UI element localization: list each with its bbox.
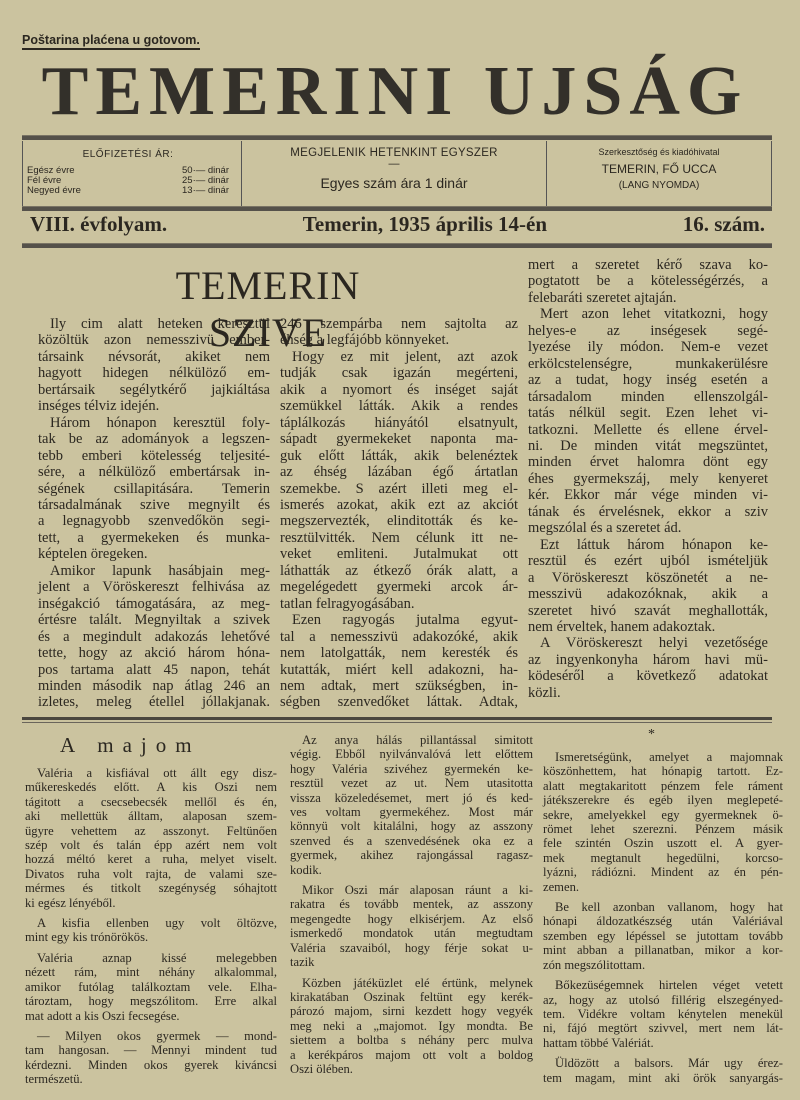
- text-line: bertársaik segélytkérő jajkiáltása: [38, 381, 270, 398]
- text-line: pogtatott be a kötelességérzés, a: [528, 273, 768, 290]
- story-title: A majom: [60, 733, 201, 757]
- dateline: [30, 212, 765, 237]
- office-label: Szerkesztőség és kiadóhivatal: [598, 147, 720, 157]
- text-line: tem magam, mint aki örök sanyargás-: [543, 1070, 783, 1085]
- text-line: tudják csak igazán megérteni,: [280, 365, 518, 382]
- single-price: Egyes szám ára 1 dinár: [320, 175, 468, 191]
- text-line: közöltük azon nemesszivü ember-: [38, 332, 270, 349]
- text-line: mint egy kis trónörökös.: [25, 930, 149, 945]
- text-line: 246 szempárba nem sajtolta az: [280, 316, 518, 332]
- text-line: képtelen öregeken.: [38, 546, 148, 563]
- text-line: nem érveltek, hanem adakoztak.: [528, 618, 716, 635]
- text-line: szép volt és talán épp azért nem volt: [25, 838, 277, 853]
- text-line: tak be az adományok a legszen-: [38, 431, 270, 448]
- text-line: kutatták, miért kell adakozni, ha-: [280, 661, 518, 678]
- text-line: hozzá méltó keret a ruha, melyet viselt.: [25, 852, 277, 867]
- text-line: hónapi áldozatkészség után Valériával: [543, 914, 783, 929]
- text-line: mérmes és titkolt szegénység sóhajtott: [25, 881, 277, 896]
- text-line: mert a szeretet kérő szava ko-: [528, 257, 768, 273]
- text-line: megelégedett gyermeki arcok ár-: [280, 579, 518, 596]
- text-line: felebaráti szeretet ajtaján.: [528, 289, 677, 306]
- text-line: természetü.: [25, 1072, 83, 1087]
- text-line: mint abban a pillanatban, mikor a kor-: [543, 943, 783, 958]
- text-line: izletes, meleg étellel jóllakjanak.: [38, 694, 270, 711]
- text-line: tem. Vidékre voltam kénytelen menekül: [543, 1006, 783, 1021]
- separator-asterisk: *: [648, 727, 655, 742]
- price-label: Egész évre: [27, 165, 75, 176]
- text-line: siettem a boltba s néhány perc mulva: [290, 1033, 533, 1048]
- text-line: társadalmának szive megnyilt és: [38, 496, 270, 513]
- text-line: Valéria aznap kissé melegebben: [37, 950, 277, 965]
- publication-info: [241, 141, 546, 207]
- text-line: minden érvet halomra dönt egy: [528, 454, 768, 471]
- text-line: szemekbe. S azért illeti meg el-: [280, 480, 518, 497]
- text-line: az éhség lázában égő ártatlan: [280, 464, 518, 481]
- text-line: zemen.: [543, 879, 580, 894]
- text-line: pározó majom, sirni kezdett hogy vegyék: [290, 1004, 533, 1019]
- text-line: táplálkozás hiányától elsatnyult,: [280, 414, 518, 431]
- text-line: az, hogy az utolsó fillérig elszegényed-: [543, 992, 783, 1007]
- text-line: Három hónapon keresztül foly-: [50, 414, 270, 431]
- text-line: Bőkezüségemnek hirtelen véget vetett: [555, 978, 783, 993]
- story-column: [543, 750, 783, 1085]
- text-line: Mikor Oszi már alaposan ráunt a ki-: [302, 883, 533, 898]
- text-line: szemükkel látták. Akik a rendes: [280, 398, 518, 415]
- text-line: ismerés azokat, akik ezt az akciót: [280, 496, 518, 513]
- text-line: helyes-e az inségesek segé-: [528, 322, 768, 339]
- text-line: hattam többé Valériát.: [543, 1035, 654, 1050]
- text-line: tette, hogy az akció három hóna-: [38, 645, 270, 662]
- text-line: Mert azon lehet vitatkozni, hogy: [540, 306, 768, 323]
- text-line: megengedte hogy elkisérjem. Az első: [290, 911, 533, 926]
- text-line: műkereskedés előtt. A kis Oszi nem: [25, 780, 277, 795]
- office-address: TEMERIN, FŐ UCCA: [601, 162, 717, 176]
- text-line: Közben játéküzlet elé értünk, melynek: [302, 975, 533, 990]
- text-line: resztül vezet az ut. Nem utasitotta: [290, 776, 533, 791]
- text-line: kér. Ekkor már vége minden vi-: [528, 487, 768, 504]
- text-line: A Vöröskereszt helyi vezetősége: [540, 635, 768, 652]
- text-line: kodik.: [290, 862, 322, 877]
- text-line: szemben egy lépéssel se jutottam tovább: [543, 928, 783, 943]
- subscription-heading: ELŐFIZETÉSI ÁR:: [82, 149, 174, 160]
- text-line: hogy Valéria szivéhez gyermekén ke-: [290, 761, 533, 776]
- text-line: fele szintén Oszin uszott el. A gyer-: [543, 836, 783, 851]
- text-line: tatás nélkül segit. Ezen lehet vi-: [528, 405, 768, 422]
- text-line: tatlan felragyogásában.: [280, 595, 415, 612]
- text-line: mat adott a kis Oszi fecsegése.: [25, 1008, 180, 1023]
- text-line: tatkozni. Mellette és ellene érvel-: [528, 421, 768, 438]
- text-line: ki egész lényéből.: [25, 895, 116, 910]
- text-line: Hogy ez mit jelent, azt azok: [292, 348, 518, 365]
- text-line: mek megtanult hegedülni, korcso-: [543, 850, 783, 865]
- office-info: [546, 141, 771, 207]
- text-line: köszönhettem, hat hónapig tartott. Ez-: [543, 764, 783, 779]
- text-line: közli.: [528, 684, 561, 701]
- text-line: Oszi ölében.: [290, 1061, 353, 1076]
- article-column: [528, 257, 768, 701]
- text-line: ismerkedő mondatok után megtudtam: [290, 926, 533, 941]
- text-line: értésre talált. Megnyiltak a szivek: [38, 612, 270, 629]
- text-line: kirakatában Oszinak feltünt egy kerék-: [290, 989, 533, 1004]
- frequency: MEGJELENIK HETENKINT EGYSZER: [290, 147, 498, 159]
- text-line: az ingyenkonyha három havi mü-: [528, 651, 768, 668]
- text-line: szenved és a szenvedésének oka ez a: [290, 833, 533, 848]
- postage-notice: Poštarina plaćena u gotovom.: [22, 33, 200, 50]
- text-line: resztülvitték. Nem célunk itt ne-: [280, 529, 518, 546]
- text-line: meg neki a „majomot. Igy mondta. Be: [290, 1018, 533, 1033]
- text-line: A kisfia ellenben ugy volt öltözve,: [37, 916, 277, 931]
- text-line: tároztam, hogy megszólitom. Erre alkal: [25, 994, 277, 1009]
- price-value: 25·— dinár: [182, 175, 229, 186]
- text-line: vissza közeledésemet, mert jó és ked-: [290, 790, 533, 805]
- text-line: alatt megtakaritott pénzem fele ráment: [543, 778, 783, 793]
- text-line: a Vöröskereszt köszönetét a ne-: [528, 569, 768, 586]
- text-line: ségben szenvedőket láttak. Adtak,: [280, 694, 518, 711]
- issue-date: Temerin, 1935 április 14-én: [302, 212, 548, 236]
- text-line: könnyü volt kitalálni, hogy az asszony: [290, 819, 533, 834]
- text-line: tának és érvelésnek, ekkor a sziv: [528, 503, 768, 520]
- price-value: 13·— dinár: [182, 185, 229, 196]
- text-line: pos tartama alatt 45 napon, tehát: [38, 661, 270, 678]
- section-divider: [22, 722, 772, 723]
- text-line: tazik: [290, 955, 315, 970]
- text-line: végig. Ebből nyilvánvalóvá lett előttem: [290, 747, 533, 762]
- text-line: amikor futólag találkoztam vele. Elha-: [25, 979, 277, 994]
- text-line: — Milyen okos gyermek — mond-: [37, 1028, 277, 1043]
- text-line: akik a nyomort és inséget saját: [280, 381, 518, 398]
- text-line: társaink névsorát, akiket nem: [38, 348, 270, 365]
- price-value: 50·— dinár: [182, 165, 229, 176]
- text-line: zón megszólitottam.: [543, 957, 646, 972]
- text-line: a legnagyobb szenvedőkön segi-: [38, 513, 270, 530]
- text-line: megszólal és a szeretet ád.: [528, 520, 682, 537]
- text-line: Ezen ragyogás jutalma egyut-: [292, 612, 518, 629]
- text-line: ni, fájó megtört szivvel, mert nem lát-: [543, 1021, 783, 1036]
- story-column: [290, 733, 533, 1076]
- text-line: hagyott hidegen nélkülöző em-: [38, 365, 270, 382]
- text-line: társadalom minden ellenszolgál-: [528, 388, 768, 405]
- text-line: sápadt gyermekeket naponta ma-: [280, 431, 518, 448]
- text-line: ségének csillapitására. Temerin: [38, 480, 270, 497]
- text-line: nem latolgatták, nem keresték és: [280, 645, 518, 662]
- text-line: minden második nap átlag 246 an: [38, 677, 270, 694]
- text-line: ni. De minden vitát megszüntet,: [528, 437, 768, 454]
- text-line: Ezt láttuk három hónapon ke-: [540, 536, 768, 553]
- text-line: Divatos ruha volt rajta, de valami sze-: [25, 866, 277, 881]
- story-column: [25, 766, 277, 1087]
- section-divider: [22, 717, 772, 720]
- text-line: inséges télviz idején.: [38, 398, 160, 415]
- text-line: tam hangosan. — Mennyi mindent tud: [25, 1043, 277, 1058]
- text-line: rakatra és tovább mentek, az asszony: [290, 897, 533, 912]
- text-line: megszervezték, elinditották és ke-: [280, 513, 518, 530]
- text-line: tágitott a csecsebecsék mellől és én,: [25, 794, 277, 809]
- article-column: [38, 316, 270, 711]
- text-line: ügyre vehettem az asszonyt. Feltünően: [25, 823, 277, 838]
- text-line: römet lehet szerezni. Pénzem másik: [543, 822, 783, 837]
- text-line: és a megindult adakozás lehetővé: [38, 628, 270, 645]
- text-line: éhes gyermekszáj, mely kenyeret: [528, 470, 768, 487]
- text-line: erkölcstelenségre, munkakerülésre: [528, 355, 768, 372]
- text-line: nézett rám, mint néhány alkalommal,: [25, 965, 277, 980]
- article-title: TEMERIN SZIVE: [175, 263, 361, 355]
- text-line: sekre, amelyekkel egy gyermeknek ö-: [543, 807, 783, 822]
- text-line: messzivü adakozóknak, akik a: [528, 586, 768, 603]
- text-line: Be kell azonban vallanom, hogy hat: [555, 900, 783, 915]
- text-line: a kerékpáros majom ott volt a boldog: [290, 1047, 533, 1062]
- article-column: [280, 316, 518, 711]
- text-line: az a tudat, hogy inség esetén a: [528, 372, 768, 389]
- text-line: lyázni, rádiózni. Mindent az én pén-: [543, 865, 783, 880]
- text-line: kérdezni. Minden okos gyerek kiváncsi: [25, 1057, 277, 1072]
- price-row: [27, 186, 229, 196]
- text-line: Üldözött a balsors. Már ugy érez-: [555, 1056, 783, 1071]
- office-printer: (LANG NYOMDA): [618, 180, 700, 191]
- text-line: Az anya hálás pillantással simitott: [302, 733, 533, 747]
- text-line: inségakció támogatására, az meg-: [38, 595, 270, 612]
- text-line: Valéria szavaiból, hogy férje sokat u-: [290, 940, 533, 955]
- volume: VIII. évfolyam.: [30, 212, 168, 236]
- text-line: lyezése ily módon. Nem-e vezet: [528, 339, 768, 356]
- text-line: Valéria a kisfiával ott állt egy disz-: [37, 766, 277, 780]
- dash: —: [388, 158, 400, 170]
- text-line: tett, a gyermekeken és munka-: [38, 529, 270, 546]
- text-line: láthatták az étkező órák alatt, a: [280, 562, 518, 579]
- divider: [22, 206, 772, 211]
- text-line: ködeséről a következő adatokat: [528, 668, 768, 685]
- issue-number: 16. szám.: [682, 212, 765, 236]
- text-line: aki mellettük álltam, alaposan szem-: [25, 809, 277, 824]
- text-line: resztül és ezért ujból ismételjük: [528, 553, 768, 570]
- subscription-prices: [23, 141, 241, 207]
- price-label: Negyed évre: [27, 185, 81, 196]
- text-line: gyermek, akihez rajongással ragasz-: [290, 848, 533, 863]
- text-line: ves voltam gyermekéhez. Most már: [290, 805, 533, 820]
- divider: [22, 135, 772, 140]
- text-line: tebb emberi kötelesség teljesité-: [38, 447, 270, 464]
- price-label: Fél évre: [27, 175, 62, 186]
- text-line: Ily cim alatt heteken keresztül: [50, 316, 270, 332]
- masthead-title: TEMERINI UJSÁG: [41, 53, 749, 130]
- text-line: guk előtt látták, akik belenéztek: [280, 447, 518, 464]
- text-line: játékszerekre és egéb ilyen meglepeté-: [543, 793, 783, 808]
- text-line: sére, a nélkülöző embertársak in-: [38, 464, 270, 481]
- text-line: veket emliteni. Jutalmukat ott: [280, 546, 518, 563]
- text-line: Amikor lapunk hasábjain meg-: [50, 562, 270, 579]
- text-line: Ismeretségünk, amelyet a majomnak: [555, 750, 783, 764]
- text-line: szeretet hivó szavát meghallották,: [528, 602, 768, 619]
- text-line: éhség a legfájóbb könnyeket.: [280, 332, 450, 349]
- text-line: jelent a Vöröskereszt felhivása az: [38, 579, 270, 596]
- text-line: nem adtak, mert szükségben, in-: [280, 677, 518, 694]
- info-box: [22, 141, 772, 207]
- text-line: tal a nemesszivü adakozóké, akik: [280, 628, 518, 645]
- divider: [22, 243, 772, 248]
